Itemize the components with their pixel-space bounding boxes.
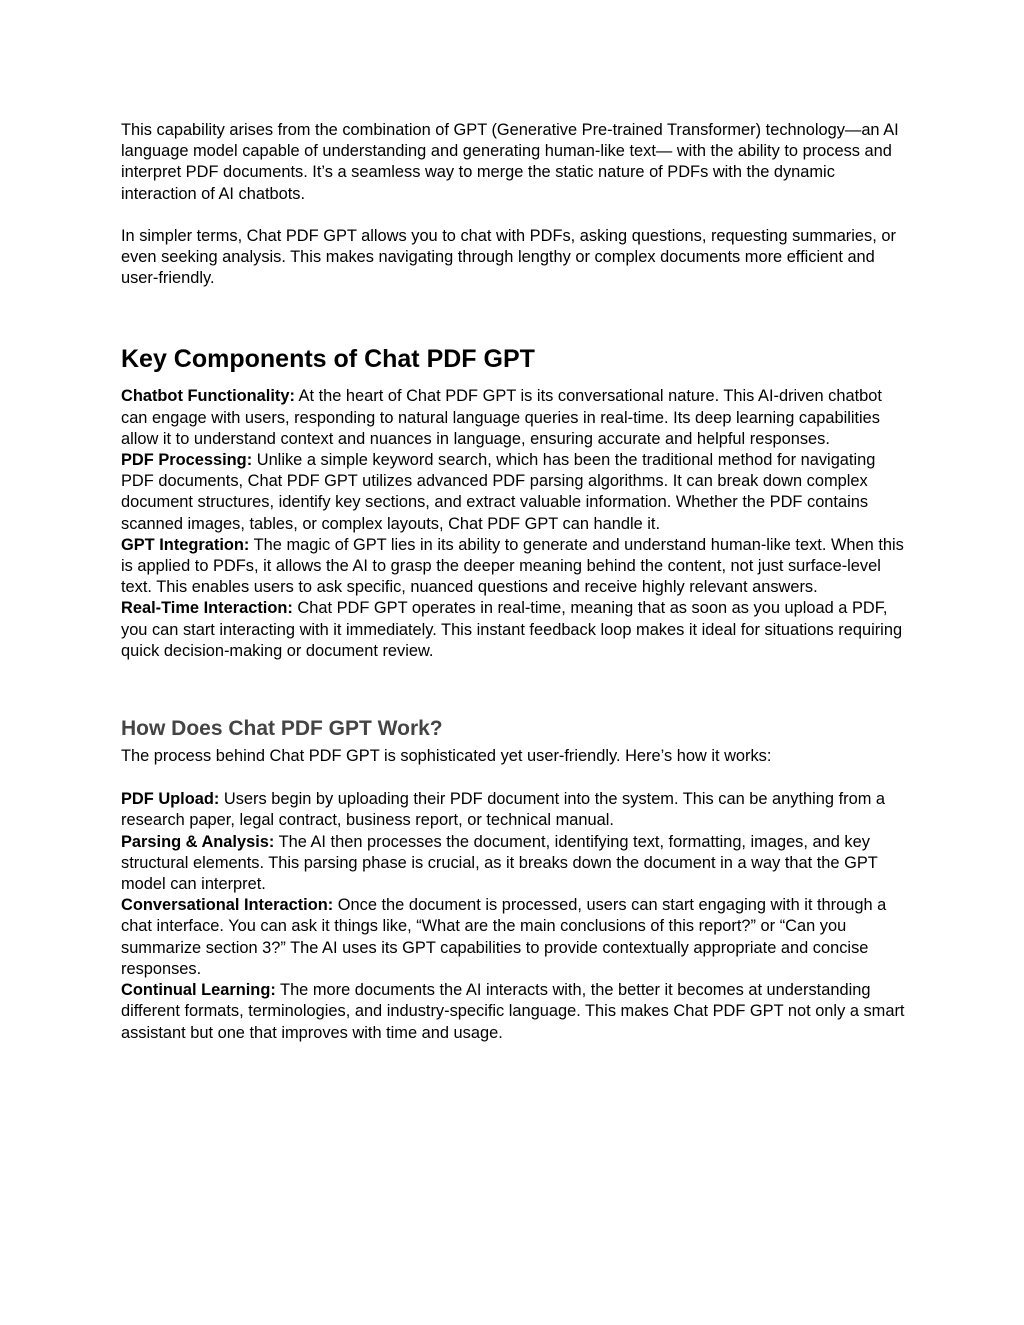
definition-text: The more documents the AI interacts with, the better it becomes at understanding different formats, terminologies, and industry-specific language. This makes Chat PDF GPT not only a smart assistant but one that improves with time and usage.	[121, 981, 905, 1042]
definition-text: Chat PDF GPT operates in real-time, meaning that as soon as you upload a PDF, you can start interacting with it immediately. This instant feedback loop makes it ideal for situations requiring quick decision-making or document review.	[121, 599, 903, 660]
definition-text: The magic of GPT lies in its ability to generate and understand human-like text. When this is applied to PDFs, it allows the AI to grasp the deeper meaning behind the content, not just surface-level text. This enables users to ask specific, nuanced questions and receive highly relevant answers.	[121, 535, 904, 597]
definition-term: PDF Processing:	[121, 451, 253, 470]
definition-text: Unlike a simple keyword search, which has been the traditional method for navigating PDF documents, Chat PDF GPT utilizes advanced PDF parsing algorithms. It can break down complex document structures, identify key sections, and extract valuable information. Whether the PDF contains scanned images, tables, or complex layouts, Chat PDF GPT can handle it.	[121, 451, 876, 533]
definition-item	[121, 832, 911, 896]
intro-paragraph: This capability arises from the combination of GPT (Generative Pre-trained Transformer) technology—an AI language model capable of understanding and generating human-like text— with the ability to process and interpret PDF documents. It’s a seamless way to merge the static nature of PDFs with the dynamic interaction of AI chatbots.	[121, 121, 899, 203]
definition-item	[121, 789, 911, 831]
definition-text: Users begin by uploading their PDF document into the system. This can be anything from a research paper, legal contract, business report, or technical manual.	[121, 790, 886, 830]
definition-text: At the heart of Chat PDF GPT is its conversational nature. This AI-driven chatbot can engage with users, responding to natural language queries in real-time. Its deep learning capabilities allow it to understand context and nuances in language, ensuring accurate and helpful responses.	[121, 387, 882, 448]
definition-item	[121, 450, 911, 535]
definition-text: Once the document is processed, users can start engaging with it through a chat interface. You can ask it things like, “What are the main conclusions of this report?” or “Can you summarize section 3?” The AI uses its GPT capabilities to provide contextually appropriate and concise responses.	[121, 896, 887, 978]
definition-term: Chatbot Functionality:	[121, 387, 295, 406]
how-it-works-list	[121, 789, 911, 1043]
definition-text: The AI then processes the document, identifying text, formatting, images, and key structural elements. This parsing phase is crucial, as it breaks down the document in a way that the GPT model can interpret.	[121, 832, 878, 894]
definition-term: Parsing & Analysis:	[121, 832, 275, 851]
definition-item	[121, 386, 911, 450]
definition-item	[121, 535, 911, 599]
definition-term: GPT Integration:	[121, 535, 250, 554]
key-components-heading: Key Components of Chat PDF GPT	[121, 345, 535, 374]
document-page	[121, 120, 911, 1044]
definition-term: Continual Learning:	[121, 981, 276, 1000]
definition-item	[121, 895, 911, 980]
intro-paragraph: In simpler terms, Chat PDF GPT allows you to chat with PDFs, asking questions, requesting summaries, or even seeking analysis. This makes navigating through lengthy or complex documents more efficient and user-friendly.	[121, 226, 896, 288]
definition-term: PDF Upload:	[121, 790, 220, 809]
how-it-works-heading: How Does Chat PDF GPT Work?	[121, 717, 443, 741]
definition-item	[121, 598, 911, 662]
key-components-list	[121, 386, 911, 662]
definition-item	[121, 980, 911, 1044]
how-it-works-intro: The process behind Chat PDF GPT is sophisticated yet user-friendly. Here’s how it works:	[121, 747, 772, 766]
definition-term: Conversational Interaction:	[121, 896, 334, 915]
definition-term: Real-Time Interaction:	[121, 599, 293, 618]
